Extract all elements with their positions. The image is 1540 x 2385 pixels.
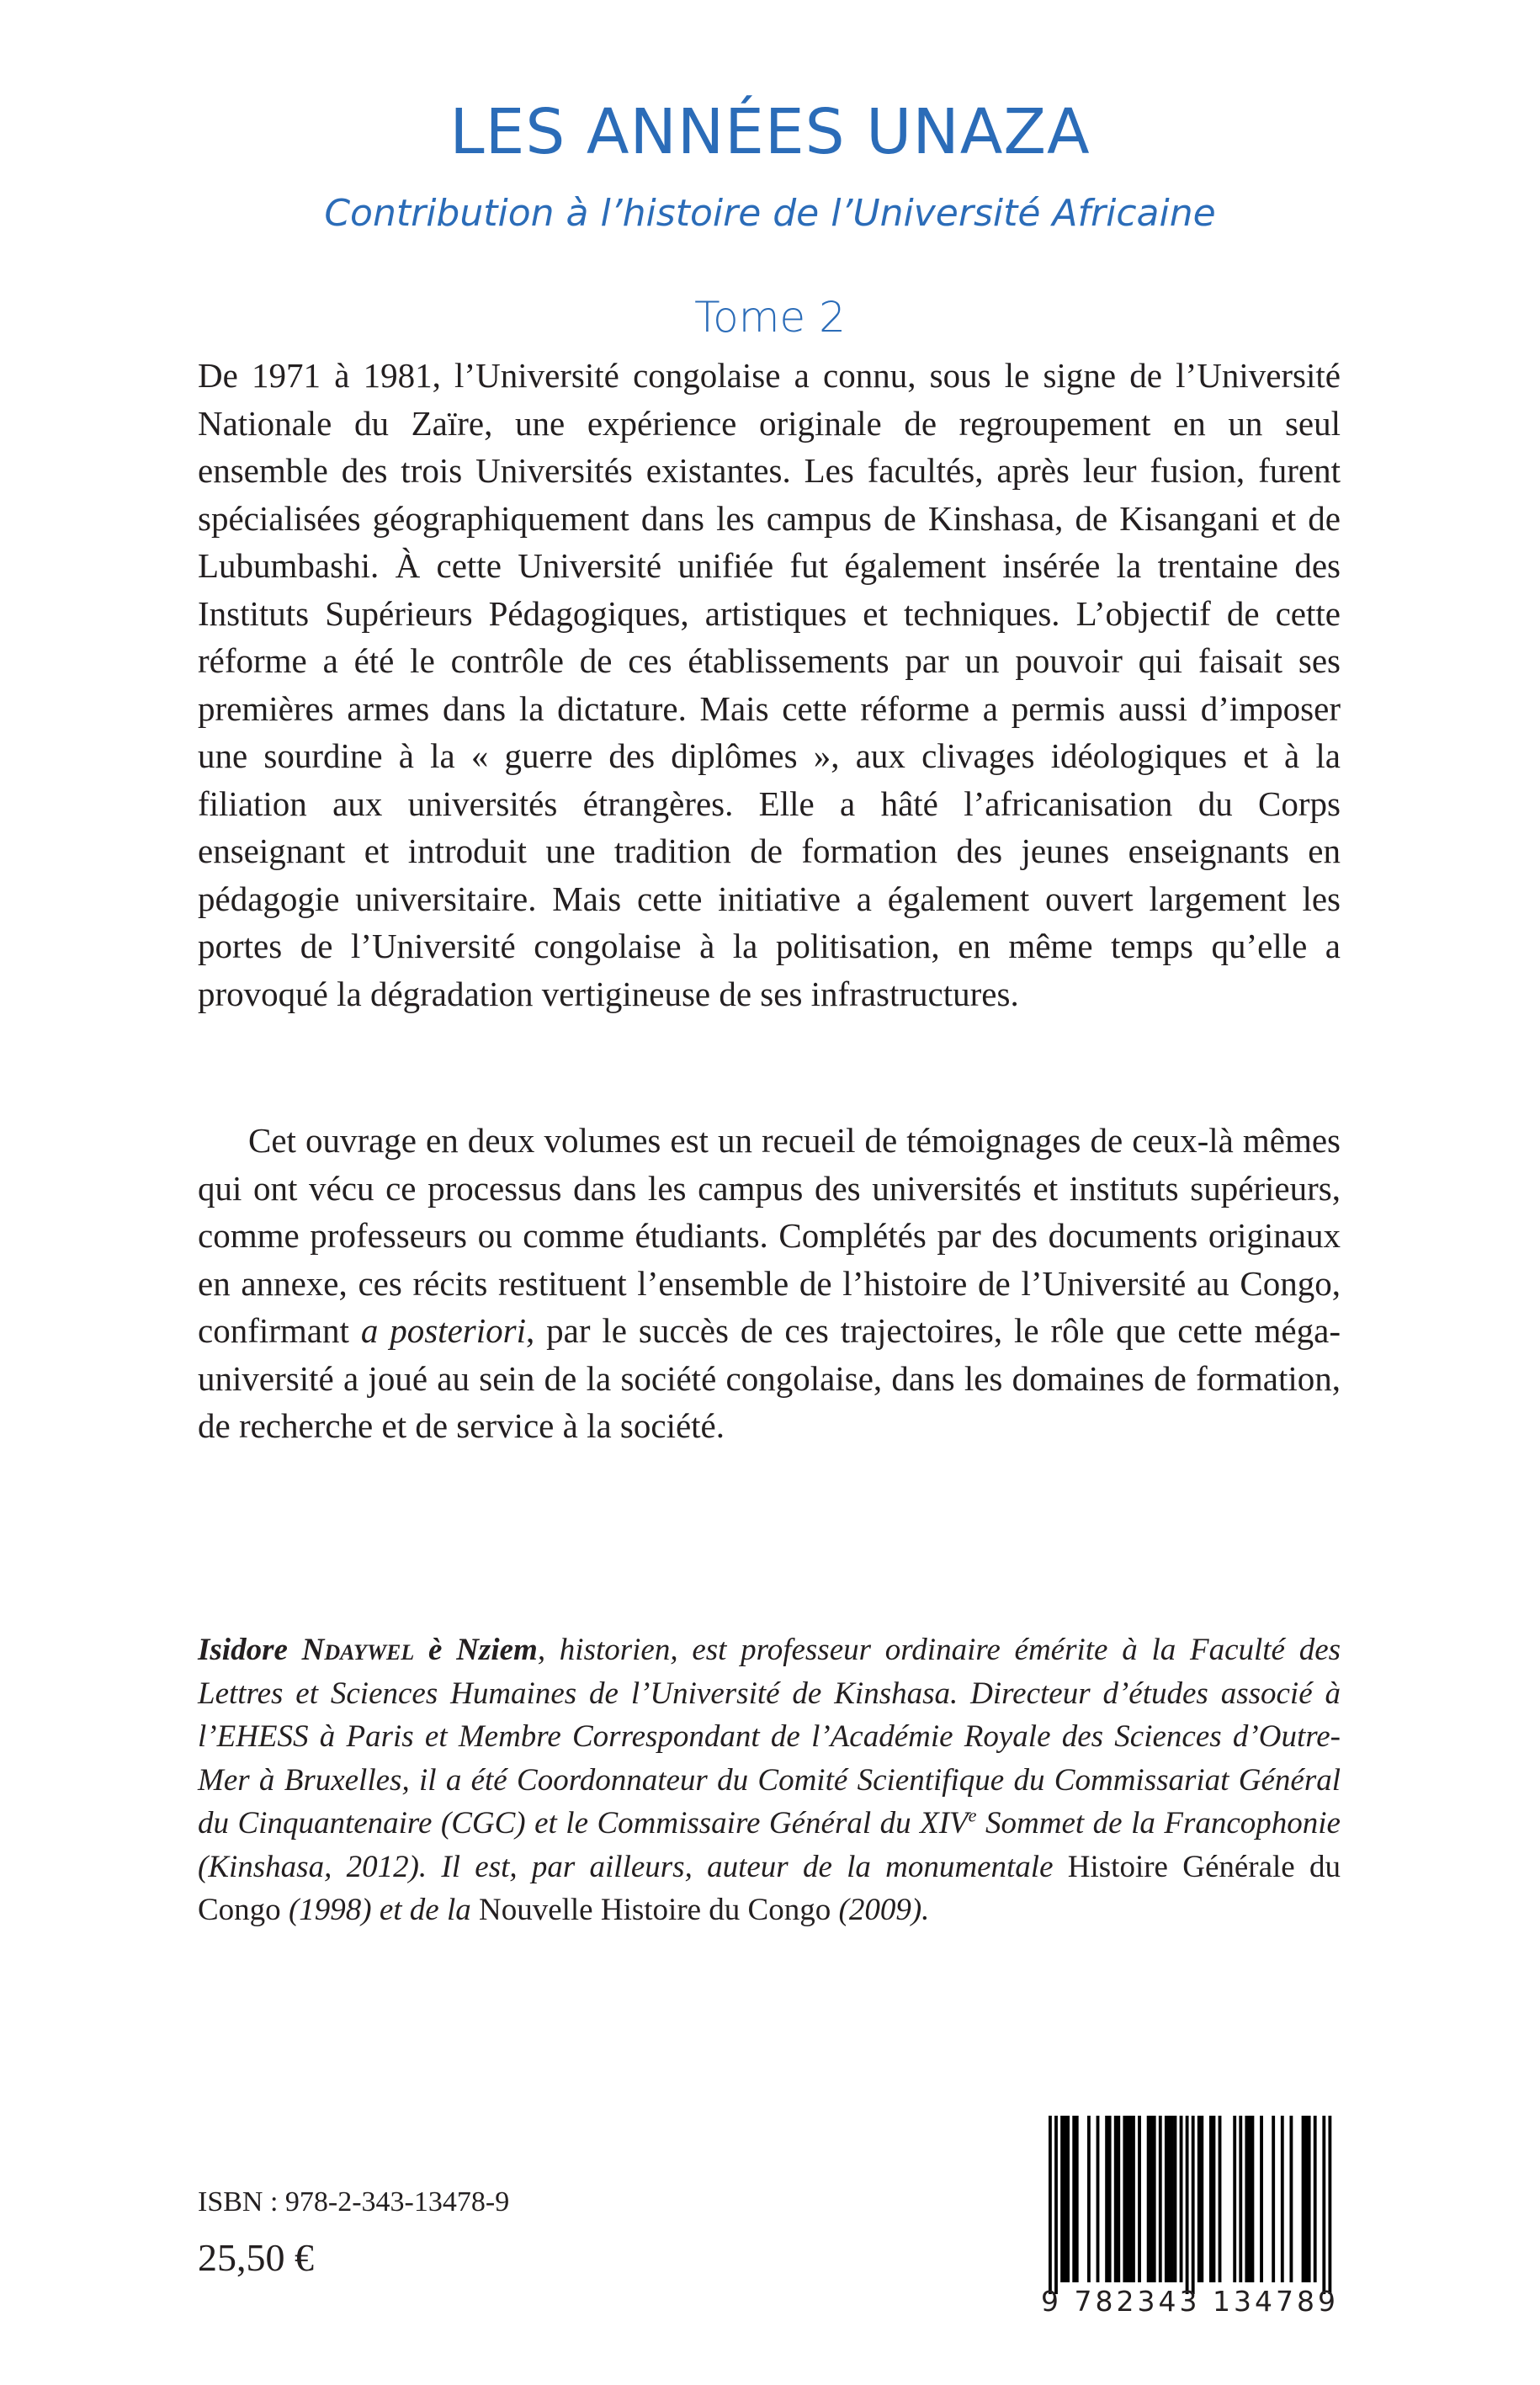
summary-paragraph-2: [198, 1117, 1341, 1450]
barcode-bar: [1213, 2116, 1216, 2282]
barcode-bar: [1281, 2116, 1284, 2282]
barcode-bar: [1200, 2116, 1203, 2282]
author-bio: [198, 1628, 1341, 1932]
barcode-bar: [1180, 2116, 1183, 2282]
isbn-label: ISBN : 978-2-343-13478-9: [198, 2186, 510, 2218]
barcode-bar: [1064, 2116, 1067, 2282]
barcode-bar: [1165, 2116, 1168, 2282]
barcode-bar: [1304, 2116, 1308, 2282]
barcode-bar: [1066, 2116, 1070, 2282]
barcode-bar: [1322, 2116, 1325, 2294]
barcode-bar: [1087, 2116, 1091, 2282]
author-bio-text-3: (1998) et de la: [280, 1893, 479, 1927]
barcode-bar: [1075, 2116, 1079, 2282]
barcode-bar: [1126, 2116, 1129, 2282]
summary-paragraph-2-text-b: , par le succès de ces trajectoires, le rôle que cette méga-université a joué au sein de la société congolaise, dans les domaines de formation, de recherche et de service à la société.: [198, 1311, 1341, 1445]
barcode-bar: [1248, 2116, 1251, 2282]
barcode-bar: [1171, 2116, 1174, 2282]
barcode-image: [1038, 2116, 1341, 2296]
barcode-bar: [1245, 2116, 1248, 2282]
book-reference-2: Nouvelle Histoire du Congo: [478, 1893, 831, 1927]
barcode-bar: [1251, 2116, 1255, 2282]
barcode-bar: [1153, 2116, 1156, 2282]
book-title: LES ANNÉES UNAZA: [449, 96, 1091, 168]
barcode-bar: [1302, 2116, 1305, 2282]
barcode-bar: [1123, 2116, 1126, 2282]
price-label: 25,50 €: [198, 2236, 314, 2279]
barcode-bar: [1132, 2116, 1135, 2282]
barcode-bar: [1105, 2116, 1108, 2282]
barcode-bar: [1239, 2116, 1242, 2282]
barcode-bar: [1138, 2116, 1141, 2282]
summary-paragraph-2-text-a: Cet ouvrage en deux volumes est un recueil de témoignages de ceux-là mêmes qui ont vécu ce processus dans les campus des universités et instituts supérieurs, comme professeurs ou comme étudiants. Complétés par des documents originaux en annexe, ces récits restituent l’ensemble de l’histoire de l’Université au Congo, confirmant: [198, 1121, 1341, 1350]
barcode-bar: [1167, 2116, 1171, 2282]
barcode-bar: [1159, 2116, 1162, 2282]
barcode-bar: [1117, 2116, 1120, 2282]
barcode-bar: [1054, 2116, 1058, 2294]
barcode-bar: [1233, 2116, 1236, 2282]
barcode-bar: [1147, 2116, 1150, 2282]
author-name-suffix: è Nziem: [428, 1633, 538, 1667]
barcode-bar: [1049, 2116, 1052, 2294]
barcode-bar: [1328, 2116, 1331, 2294]
volume-label: Tome 2: [694, 293, 846, 342]
author-surname: Ndaywel: [301, 1633, 415, 1667]
barcode-bar: [1219, 2116, 1222, 2282]
summary-paragraph-1: De 1971 à 1981, l’Université congolaise a connu, sous le signe de l’Université Nationale du Zaïre, une expérience originale de regroupement en un seul ensemble des trois Universités existantes. Les facultés, après leur fusion, furent spécialisées géographiquement dans les campus de Kinshasa, de Kisangani et de Lubumbashi. À cette Université unifiée fut également insérée la trentaine des Instituts Supérieurs Pédagogiques, artistiques et techniques. L’objectif de cette réforme a été le contrôle de ces établissements par un pouvoir qui faisait ses premières armes dans la dictature. Mais cette réforme a permis aussi d’imposer une sourdine à la « guerre des diplômes », aux clivages idéologiques et à la filiation aux universités étrangères. Elle a hâté l’africanisation du Corps enseignant et introduit une tradition de formation des jeunes enseignants en pédagogie universitaire. Mais cette initiative a également ouvert largement les portes de l’Université congolaise à la politisation, en même temps qu’elle a provoqué la dégradation vertigineuse de ses infrastructures.: [198, 356, 1341, 1013]
barcode-bar: [1209, 2116, 1213, 2282]
barcode-bar: [1097, 2116, 1100, 2282]
author-bio-text-4: (2009).: [831, 1893, 930, 1927]
barcode-bar: [1072, 2116, 1075, 2282]
author-first-name: Isidore: [198, 1633, 288, 1667]
barcode-bar: [1308, 2116, 1311, 2282]
author-bio-text-2: Sommet de la Francophonie (Kinshasa, 2012). Il est, par ailleurs, auteur de la monumentale: [198, 1806, 1341, 1884]
barcode-bar: [1272, 2116, 1275, 2282]
latin-phrase: a posteriori: [360, 1311, 526, 1350]
barcode-digits: 9 782343 134789: [1041, 2285, 1339, 2318]
barcode-bar: [1114, 2116, 1118, 2282]
author-bio-text-1: , historien, est professeur ordinaire émérite à la Faculté des Lettres et Sciences Humaines de l’Université de Kinshasa. Directeur d’études associé à l’EHESS à Paris et Membre Correspondant de l’Académie Royale des Sciences d’Outre-Mer à Bruxelles, il a été Coordonnateur du Comité Scientifique du Commissariat Général du Cinquantenaire (CGC) et le Commissaire Général du XIV: [198, 1633, 1341, 1841]
book-subtitle: Contribution à l’histoire de l’Université Africaine: [324, 192, 1216, 235]
barcode-bar: [1314, 2116, 1317, 2282]
book-reference-1: Histoire Générale du Congo: [198, 1849, 1341, 1927]
barcode-bar: [1197, 2116, 1201, 2282]
barcode-bar: [1260, 2116, 1263, 2282]
barcode-bar: [1060, 2116, 1064, 2282]
barcode-bar: [1192, 2116, 1195, 2294]
barcode-bar: [1186, 2116, 1189, 2294]
barcode-bar: [1128, 2116, 1132, 2282]
barcode-bar: [1174, 2116, 1177, 2282]
barcode-bar: [1289, 2116, 1293, 2282]
ordinal-superscript: e: [968, 1804, 977, 1826]
barcode-bar: [1150, 2116, 1153, 2282]
barcode-bar: [1108, 2116, 1112, 2282]
